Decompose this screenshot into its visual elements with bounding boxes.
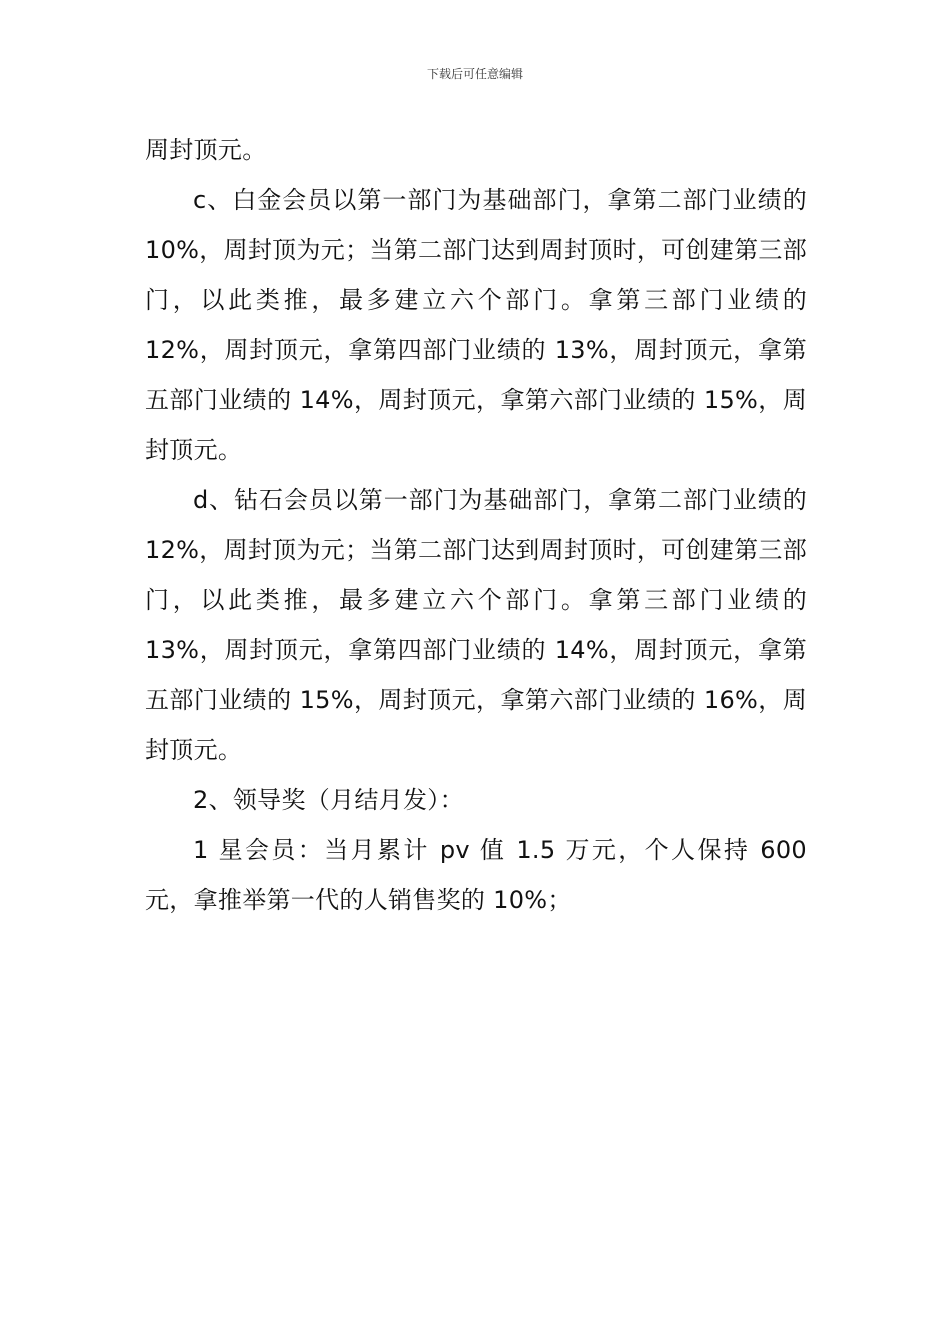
document-body (145, 125, 807, 925)
paragraph-continuation: 周封顶元。 (145, 136, 267, 164)
page-header-note: 下载后可任意编辑 (426, 67, 523, 81)
paragraph-one-star-member: 1 星会员：当月累计 pv 值 1.5 万元，个人保持 600 元，拿推举第一代的人销售奖的 10%； (145, 836, 807, 914)
paragraph-diamond-member: d、钻石会员以第一部门为基础部门，拿第二部门业绩的 12%，周封顶为元；当第二部门达到周封顶时，可创建第三部门，以此类推，最多建立六个部门。拿第三部门业绩的 13%，周封顶元，拿第四部门业绩的 14%，周封顶元，拿第五部门业绩的 15%，周封顶元，拿第六部门业绩的 16%，周封顶元。 (145, 486, 807, 764)
paragraph-platinum-member: c、白金会员以第一部门为基础部门，拿第二部门业绩的 10%，周封顶为元；当第二部门达到周封顶时，可创建第三部门，以此类推，最多建立六个部门。拿第三部门业绩的 12%，周封顶元，拿第四部门业绩的 13%，周封顶元，拿第五部门业绩的 14%，周封顶元，拿第六部门业绩的 15%，周封顶元。 (145, 186, 807, 464)
section-heading-leadership-bonus: 2、领导奖（月结月发）： (193, 786, 464, 814)
